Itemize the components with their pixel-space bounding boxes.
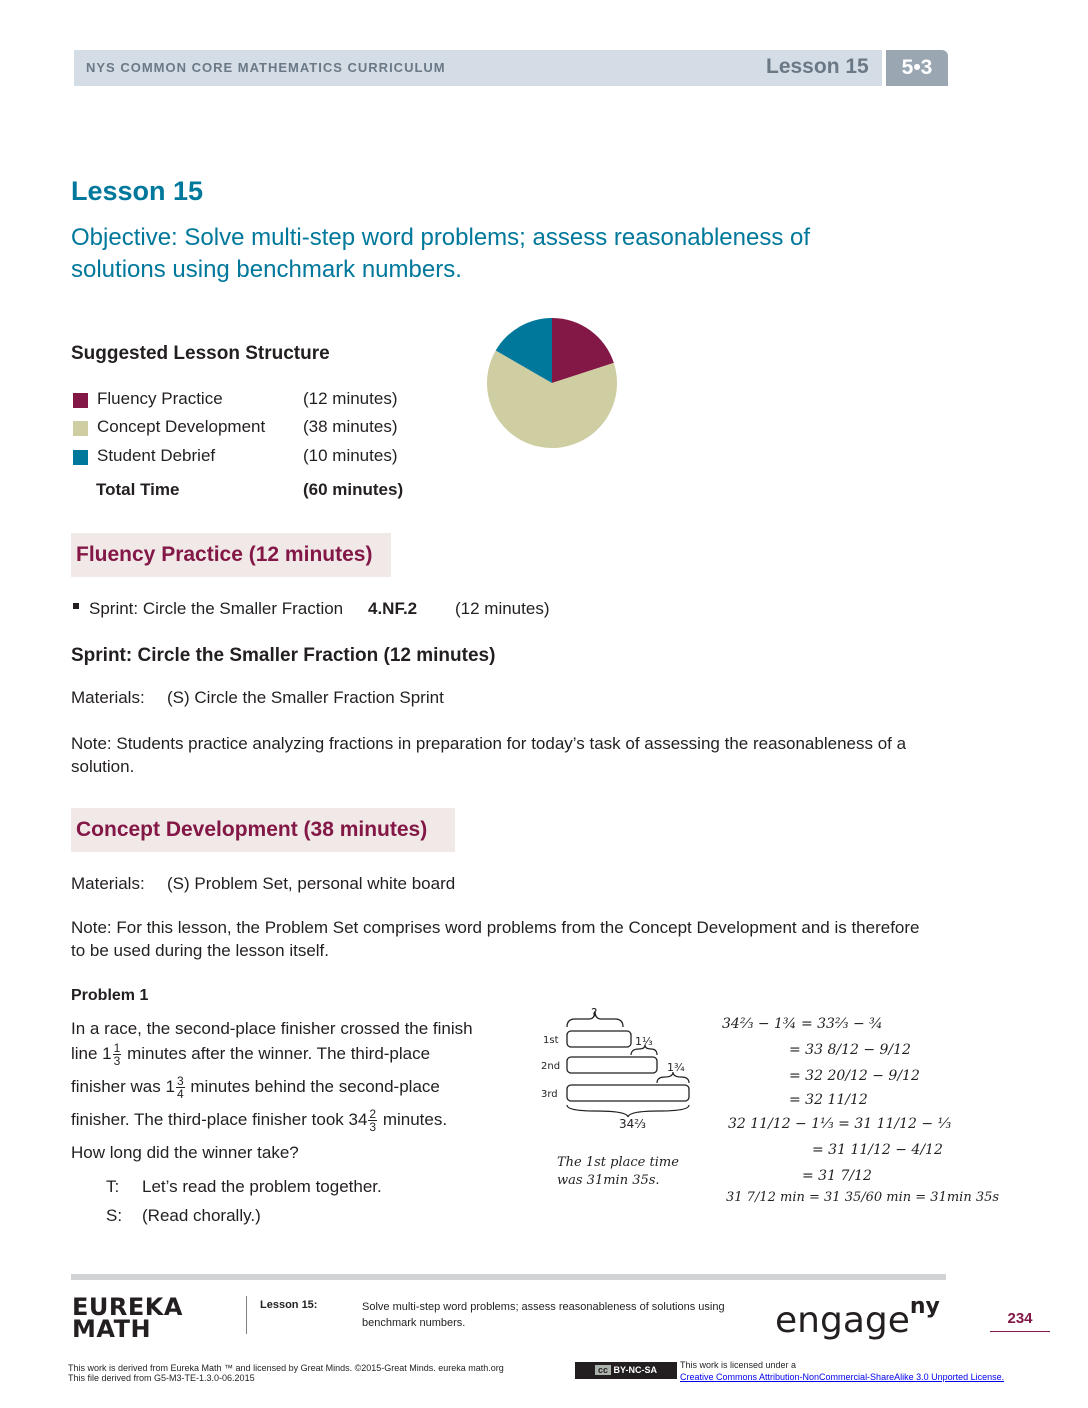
hw-eq: = 32 20/12 − 9/12 bbox=[789, 1068, 920, 1084]
fluency-note: Note: Students practice analyzing fractions in preparation for today’s task of assessing the reasonableness of a solution. bbox=[71, 734, 907, 776]
hw-answer: was 31min 35s. bbox=[557, 1173, 660, 1188]
dialog-speaker: T: bbox=[106, 1177, 120, 1196]
fraction: $\frac{3}{4}$ bbox=[176, 1074, 184, 1102]
problem-title: Problem 1 bbox=[71, 987, 149, 1004]
hw-label: 1⅓ bbox=[635, 1035, 653, 1048]
fluency-heading: Fluency Practice (12 minutes) bbox=[76, 543, 373, 566]
dialog-speaker: S: bbox=[106, 1206, 123, 1225]
legend-label: Student Debrief bbox=[97, 446, 216, 465]
credit-line: This work is derived from Eureka Math ™ and licensed by Great Minds. ©2015-Great Minds. eureka math.org bbox=[68, 1363, 504, 1373]
hw-eq: 32 11/12 − 1⅓ = 31 11/12 − ⅓ bbox=[728, 1116, 952, 1132]
dialog-line: Let’s read the problem together. bbox=[142, 1177, 382, 1196]
hw-label: 3rd bbox=[541, 1089, 558, 1100]
eureka-math-logo: EUREKA MATH bbox=[72, 1293, 183, 1343]
sprint-standard: 4.NF.2 bbox=[368, 599, 418, 618]
engageny-logo: engage$^{ny}$ bbox=[775, 1294, 940, 1341]
hw-question: ? bbox=[591, 1006, 598, 1020]
hw-eq: = 31 7/12 bbox=[802, 1168, 872, 1184]
hw-eq: = 31 11/12 − 4/12 bbox=[812, 1142, 943, 1158]
problem-line: In a race, the second-place finisher crossed the finish bbox=[71, 1019, 473, 1038]
legend-minutes: (10 minutes) bbox=[303, 446, 398, 465]
hw-eq: 31 7/12 min = 31 35/60 min = 31min 35s bbox=[726, 1190, 1000, 1205]
page-title: Lesson 15 bbox=[71, 176, 204, 206]
curriculum-label: NYS COMMON CORE MATHEMATICS CURRICULUM bbox=[86, 60, 446, 75]
hw-eq: = 33 8/12 − 9/12 bbox=[789, 1042, 911, 1058]
objective: Objective: Solve multi-step word problems; assess reasonableness of solutions using benchmark numbers. bbox=[71, 224, 811, 283]
footer-divider bbox=[246, 1296, 247, 1334]
hw-label: 1¾ bbox=[667, 1061, 685, 1074]
hw-label: 2nd bbox=[541, 1061, 561, 1072]
legend-swatch-fluency bbox=[73, 393, 88, 408]
license-text: This work is licensed under a bbox=[680, 1360, 797, 1370]
materials-text: (S) Circle the Smaller Fraction Sprint bbox=[167, 688, 444, 707]
lesson-structure-pie bbox=[486, 317, 618, 449]
license-link[interactable]: Creative Commons Attribution-NonCommercial-ShareAlike 3.0 Unported License. bbox=[680, 1372, 1005, 1382]
hw-label: 1st bbox=[543, 1035, 559, 1046]
structure-heading: Suggested Lesson Structure bbox=[71, 343, 330, 364]
hw-eq: 34⅔ − 1¾ = 33⅔ − ¾ bbox=[722, 1016, 883, 1032]
legend-minutes: (38 minutes) bbox=[303, 417, 398, 436]
bullet-icon bbox=[73, 603, 79, 609]
fraction: $\frac{2}{3}$ bbox=[369, 1107, 377, 1135]
page-number-rule bbox=[990, 1331, 1050, 1332]
cc-license-badge: cc BY-NC-SA bbox=[575, 1362, 677, 1379]
problem-line: finisher. The third-place finisher took 34 $\frac{2}{3}$ minutes. bbox=[71, 1107, 448, 1135]
dialog-line: (Read chorally.) bbox=[142, 1206, 261, 1225]
page-number: 234 bbox=[1007, 1310, 1033, 1327]
sprint-heading: Sprint: Circle the Smaller Fraction (12 minutes) bbox=[71, 645, 496, 666]
credit-line: This file derived from G5-M3-TE-1.3.0-06.2015 bbox=[68, 1373, 255, 1383]
problem-line: line 1 $\frac{1}{3}$ minutes after the winner. The third-place bbox=[71, 1041, 431, 1069]
hw-eq: = 32 11/12 bbox=[789, 1092, 868, 1108]
materials-text: (S) Problem Set, personal white board bbox=[167, 874, 456, 893]
hw-answer: The 1st place time bbox=[557, 1155, 679, 1170]
footer-rule bbox=[71, 1274, 946, 1280]
footer-lesson-label: Lesson 15: bbox=[260, 1299, 318, 1311]
concept-heading: Concept Development (38 minutes) bbox=[76, 818, 428, 841]
header-lesson: Lesson 15 bbox=[766, 55, 869, 78]
problem-line: How long did the winner take? bbox=[71, 1143, 299, 1162]
legend-label: Fluency Practice bbox=[97, 389, 223, 408]
legend-minutes: (12 minutes) bbox=[303, 389, 398, 408]
footer-lesson-desc: Solve multi-step word problems; assess reasonableness of solutions using benchmark numbers. bbox=[362, 1301, 725, 1329]
concept-note: Note: For this lesson, the Problem Set comprises word problems from the Concept Development and is therefore to be used during the lesson itself. bbox=[71, 918, 920, 960]
hw-label: 34⅔ bbox=[619, 1117, 646, 1131]
materials-label: Materials: bbox=[71, 688, 145, 707]
legend-swatch-debrief bbox=[73, 450, 88, 465]
fraction: $\frac{1}{3}$ bbox=[113, 1041, 121, 1069]
legend-label: Concept Development bbox=[97, 417, 266, 436]
problem-line: finisher was 1 $\frac{3}{4}$ minutes behind the second-place bbox=[71, 1074, 440, 1102]
tape-diagram bbox=[535, 1005, 705, 1190]
materials-label: Materials: bbox=[71, 874, 145, 893]
legend-swatch-concept bbox=[73, 421, 88, 436]
sprint-bullet: Sprint: Circle the Smaller Fraction bbox=[89, 599, 344, 618]
sprint-minutes: (12 minutes) bbox=[455, 599, 550, 618]
total-minutes: (60 minutes) bbox=[303, 480, 404, 499]
total-label: Total Time bbox=[96, 480, 180, 499]
module-code-badge: 5•3 bbox=[886, 50, 948, 86]
